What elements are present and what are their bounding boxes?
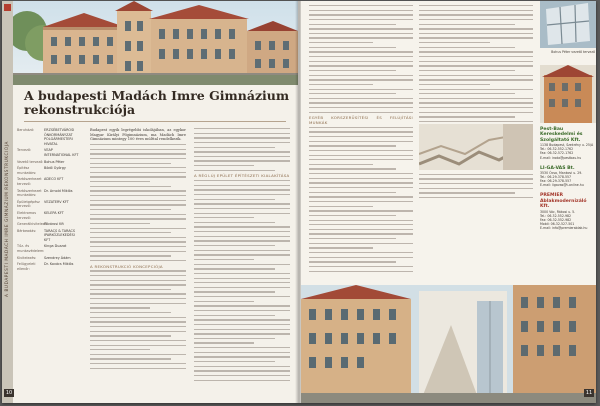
section-heading-renovation: EGYÉB KORSZERŰSÍTÉSI ÉS FELÚJÍTÁSI MUNKÁK	[309, 115, 413, 126]
body-text-line	[419, 70, 515, 71]
body-text-line	[90, 275, 186, 276]
company-contact-line: E-mail: ligavas@t-online.hu	[540, 183, 584, 188]
body-text-line	[419, 183, 533, 184]
company-entry	[540, 193, 594, 230]
stairwell-photo	[419, 124, 533, 170]
body-text-line	[194, 366, 290, 367]
body-text-line	[419, 61, 533, 62]
body-text-line	[90, 158, 186, 159]
body-text-line	[309, 47, 396, 48]
body-text-line	[419, 28, 533, 29]
info-row	[17, 166, 79, 175]
info-row	[17, 128, 79, 146]
info-row	[17, 189, 79, 198]
body-text-line	[90, 186, 171, 187]
side-band	[2, 1, 13, 403]
body-text-line	[194, 194, 290, 195]
body-text-line	[309, 102, 413, 103]
body-text-line	[90, 149, 186, 150]
body-text-line	[309, 215, 396, 216]
body-text-line	[194, 329, 290, 330]
body-text-line	[90, 190, 186, 191]
body-text-line	[90, 363, 186, 364]
body-text-line	[419, 84, 490, 85]
info-value: Kinga Duzzat	[44, 244, 67, 249]
body-text-line	[309, 98, 413, 99]
body-text-line	[419, 178, 533, 179]
body-text-line	[309, 224, 413, 225]
company-contact-line: E-mail: info@premierablak.hu	[540, 225, 588, 230]
company-name: PREMIER Ablakmodernizáló Kft.	[540, 193, 587, 210]
body-text-line	[309, 33, 413, 34]
info-value: Szendrey Ádám	[44, 255, 71, 260]
body-text-line	[90, 331, 186, 332]
company-contact-line: Fax: 06-32-552-982	[540, 217, 572, 222]
body-text-line	[90, 358, 171, 359]
company-contact-line: Mobil: 06-32-527-501	[540, 221, 575, 226]
body-text-line	[90, 241, 186, 242]
body-text-line	[309, 229, 413, 230]
building-exterior-photo	[301, 285, 596, 403]
body-text-line	[194, 156, 290, 157]
body-text-line	[309, 173, 413, 174]
body-text-line	[90, 303, 186, 304]
body-text-line	[309, 131, 413, 132]
body-text-line	[90, 195, 186, 196]
body-text-line	[419, 19, 533, 20]
body-text-line	[309, 252, 413, 253]
body-text-line	[309, 164, 373, 165]
body-text-line	[90, 307, 150, 308]
info-label: Épületgépész tervező:	[17, 199, 40, 209]
body-text-line	[309, 10, 413, 11]
body-text-line	[194, 259, 254, 260]
company-contact-line: Fax: 06-32-572-1762	[540, 151, 574, 156]
company-entry	[540, 127, 594, 160]
body-text-line	[194, 147, 275, 148]
school-building-photo	[13, 1, 298, 85]
photo-caption: Bohus Péter vezető tervező	[551, 50, 595, 54]
body-text-line	[194, 352, 290, 353]
info-value: Dr. Arnold Miklós	[44, 188, 73, 193]
info-row	[17, 229, 79, 243]
info-row	[17, 148, 79, 157]
window-detail-photo	[540, 1, 596, 48]
body-text-line	[309, 65, 413, 66]
info-row	[17, 177, 79, 186]
body-text-line	[309, 257, 413, 258]
body-text-line	[309, 196, 413, 197]
body-text-line	[309, 266, 413, 267]
body-text-line	[90, 232, 171, 233]
body-text-line	[90, 317, 186, 318]
info-row	[17, 222, 79, 227]
magazine-logo-icon	[4, 4, 11, 11]
body-text-line	[90, 345, 186, 346]
body-text-line	[194, 282, 290, 283]
info-value: VEZATERV KFT	[44, 199, 69, 204]
body-text-line	[194, 375, 290, 376]
body-text-line	[194, 301, 254, 302]
body-text-line	[90, 223, 150, 224]
info-value: TARACS & TARACS IPARKÖZLEKEDÉSI KFT	[44, 228, 76, 242]
body-text-line	[194, 213, 290, 214]
body-text-line	[309, 112, 413, 113]
body-text-line	[419, 192, 515, 193]
info-row	[17, 200, 79, 209]
body-text-line	[90, 181, 150, 182]
magazine-spread	[2, 1, 596, 403]
info-label: Beruházó:	[17, 128, 35, 132]
body-text-line	[90, 289, 171, 290]
body-text-line	[90, 326, 186, 327]
body-text-line	[419, 89, 533, 90]
body-text-line	[309, 271, 413, 272]
body-text-line	[309, 70, 396, 71]
company-contact-line: Tel.: 06-29-378-557	[540, 175, 572, 180]
info-value: ADECO KFT	[44, 177, 64, 182]
body-text-line	[309, 56, 413, 57]
body-text-line	[419, 102, 533, 103]
body-text-line	[309, 19, 413, 20]
info-row	[17, 256, 79, 261]
body-text-line	[90, 144, 186, 145]
body-text-line	[90, 354, 186, 355]
body-text-line	[194, 254, 290, 255]
body-text-line	[309, 206, 373, 207]
body-text-line	[309, 93, 396, 94]
company-contact-line: E-mail: iroda@pestbau.hu	[540, 155, 582, 160]
body-text-line	[90, 172, 186, 173]
body-text-line	[194, 305, 290, 306]
body-text-line	[90, 270, 186, 271]
left-text-column-1	[90, 128, 186, 396]
body-text-line	[194, 278, 290, 279]
company-entry	[540, 166, 594, 188]
body-text-line	[309, 42, 373, 43]
info-value: ERZSÉBETVÁROSI ÖNKORMÁNYZAT POLGÁRMESTERI HIVATAL	[44, 128, 75, 146]
body-text-line	[309, 37, 413, 38]
body-text-line	[194, 142, 290, 143]
body-text-line	[419, 51, 533, 52]
company-contact-line: 1138 Budapest, Szekrény u. 25/A	[540, 143, 594, 148]
company-contact-line: Tel.: 06-32-552-1762	[540, 147, 574, 152]
body-text-line	[90, 218, 186, 219]
body-text-line	[309, 182, 413, 183]
info-label: Felügyeleti ellenőr:	[17, 262, 36, 271]
info-label: Tervező:	[17, 148, 32, 153]
body-text-line	[419, 174, 533, 175]
body-text-line	[309, 28, 413, 29]
school-building-illustration	[13, 1, 298, 85]
info-value: VEAP INTERNATIONAL KFT	[44, 148, 79, 157]
body-text-line	[309, 24, 396, 25]
body-text-line	[90, 251, 186, 252]
body-text-line	[90, 260, 186, 261]
info-row	[17, 211, 79, 220]
right-page-number: 11	[585, 390, 593, 396]
body-text-line	[90, 246, 186, 247]
body-text-line	[194, 199, 275, 200]
body-text-line	[90, 228, 186, 229]
body-text-line	[194, 264, 290, 265]
body-text-line	[419, 24, 515, 25]
body-text-line	[419, 197, 533, 198]
info-row	[17, 262, 79, 271]
body-text-line	[194, 128, 290, 129]
body-text-line	[309, 127, 413, 128]
body-text-line	[194, 180, 290, 181]
body-text-line	[419, 37, 533, 38]
body-text-line	[419, 42, 490, 43]
body-text-line	[194, 315, 275, 316]
body-text-line	[90, 163, 171, 164]
body-text-line	[309, 79, 413, 80]
section-heading-architecture: A RÉGI-ÚJ EPÜLET ÉPÍTÉSZETI KIALAKÍTÁSA	[194, 173, 290, 179]
body-text-line	[90, 209, 171, 210]
company-contact-line: Tel.: 06-32-552-982	[540, 213, 572, 218]
body-text-line	[309, 89, 413, 90]
body-text-line	[419, 116, 515, 117]
body-text-line	[309, 155, 413, 156]
body-text-line	[90, 200, 186, 201]
body-text-line	[194, 240, 290, 241]
body-text-line	[90, 284, 186, 285]
body-text-line	[419, 93, 515, 94]
body-text-line	[419, 79, 533, 80]
company-contact-line: Fax: 06-29-378-557	[540, 179, 572, 184]
body-text-line	[90, 298, 186, 299]
body-text-line	[419, 107, 533, 108]
body-text-line	[194, 165, 254, 166]
body-text-line	[194, 185, 290, 186]
body-text-line	[90, 237, 186, 238]
body-text-line	[194, 319, 290, 320]
body-text-line	[90, 368, 186, 369]
body-text-line	[309, 178, 413, 179]
body-text-line	[194, 245, 275, 246]
company-contact-line: 3000 Vác, Rákosi u. 5.	[540, 209, 576, 214]
body-text-line	[419, 10, 533, 11]
body-text-line	[419, 75, 533, 76]
body-text-line	[309, 238, 396, 239]
body-text-line	[309, 150, 413, 151]
body-text-line	[309, 136, 413, 137]
body-text-line	[309, 51, 413, 52]
body-text-line	[90, 312, 171, 313]
body-text-line	[309, 107, 413, 108]
body-text-line	[194, 268, 275, 269]
body-text-line	[309, 14, 413, 15]
body-text-line	[309, 220, 413, 221]
left-text-column-2	[194, 128, 290, 396]
body-text-line	[90, 280, 186, 281]
body-text-line	[194, 380, 290, 381]
body-text-line	[90, 335, 171, 336]
body-text-line	[309, 145, 396, 146]
info-value: Dr. Kovács Miklós	[44, 262, 74, 267]
info-label: Tartószerkezet tervező:	[17, 177, 42, 186]
project-info-column	[17, 128, 79, 273]
body-text-line	[194, 222, 275, 223]
body-text-line	[194, 347, 290, 348]
info-value: Fővárosi Kft	[44, 222, 64, 227]
info-label: Elektromos tervező:	[17, 210, 37, 220]
body-text-line	[309, 5, 413, 6]
body-text-line	[194, 226, 290, 227]
body-text-line	[194, 231, 290, 232]
body-text-line	[194, 170, 275, 171]
body-text-line	[309, 192, 396, 193]
body-text-line	[90, 167, 186, 168]
body-text-line	[90, 214, 186, 215]
body-text-line	[90, 153, 186, 154]
body-text-line	[419, 14, 533, 15]
info-value: Bödő György	[44, 166, 66, 171]
body-text-line	[309, 61, 413, 62]
body-text-line	[194, 151, 290, 152]
body-text-line	[309, 84, 373, 85]
body-text-line	[194, 356, 290, 357]
body-text-line	[194, 189, 290, 190]
body-text-line	[419, 47, 515, 48]
info-label: Építész munkatárs:	[17, 166, 37, 175]
info-row	[17, 244, 79, 253]
right-text-column-1	[309, 5, 413, 281]
body-text-line	[194, 370, 290, 371]
body-text-line	[194, 203, 290, 204]
side-band-text: A BUDAPESTI MADÁCH IMRE GIMNÁZIUM REKONSTRUKCIÓJA	[4, 141, 9, 297]
body-text-line	[309, 243, 413, 244]
left-page-number: 10	[5, 390, 13, 396]
body-text-line	[194, 310, 290, 311]
body-text-line	[194, 324, 290, 325]
body-text-line	[194, 361, 275, 362]
info-label: Tűz- és munkavédelem:	[17, 244, 45, 254]
body-text-line	[309, 168, 396, 169]
body-text-line	[194, 296, 290, 297]
body-text-line	[90, 293, 186, 294]
body-text-line	[90, 255, 171, 256]
body-text-line	[90, 204, 186, 205]
body-text-line	[419, 33, 533, 34]
info-label: Vezető tervező:	[17, 159, 44, 164]
body-text-line	[194, 273, 290, 274]
body-text-line	[90, 340, 186, 341]
body-text-line	[309, 233, 413, 234]
body-text-line	[194, 250, 290, 251]
body-text-line	[194, 342, 254, 343]
info-label: Kivitelezés:	[17, 255, 37, 260]
info-label: Generálkivitelező:	[17, 222, 48, 227]
left-page	[2, 1, 298, 403]
body-text-line	[90, 349, 150, 350]
company-name: LI-GA-VAS Bt.	[540, 165, 575, 171]
body-text-line	[309, 159, 413, 160]
body-text-line	[194, 217, 254, 218]
body-text-line	[419, 188, 533, 189]
body-text-line	[309, 247, 373, 248]
body-text-line	[194, 137, 290, 138]
body-text-line	[194, 287, 290, 288]
body-text-line	[309, 201, 413, 202]
body-text-line	[419, 5, 533, 6]
body-text-line	[194, 291, 275, 292]
body-text-line	[419, 121, 533, 122]
info-value: Bohus Péter	[44, 159, 65, 164]
body-text-line	[419, 56, 533, 57]
body-text-line	[194, 133, 290, 134]
body-text-line	[194, 160, 290, 161]
title-divider	[24, 121, 286, 122]
body-text-line	[194, 236, 290, 237]
body-text-line	[90, 176, 186, 177]
body-text-line	[309, 187, 413, 188]
info-value: KELEPA KFT	[44, 210, 64, 215]
facade-corner-photo	[540, 65, 596, 123]
body-text-line	[309, 75, 413, 76]
right-page	[301, 1, 596, 403]
body-text-line	[419, 112, 533, 113]
body-text-line	[309, 210, 413, 211]
body-text-line	[419, 98, 533, 99]
company-listing	[540, 127, 594, 236]
body-text-line	[90, 321, 186, 322]
info-label: Tartószerkezet munkatárs:	[17, 188, 42, 198]
body-text-line	[309, 261, 396, 262]
body-text-line	[194, 338, 275, 339]
section-heading-concept: A REKONSTRUKCIÓ KONCEPCIÓJA	[90, 263, 163, 269]
intro-paragraph: Budapest egyik legrégebbi iskolájában, az egykor Magyar Királyi Főgimnázium, ma Madách Imre Gimnázium mintegy 100 éves múlttal rendelkezik.	[90, 128, 186, 142]
info-label: Bérbeadás:	[17, 228, 37, 233]
body-text-line	[309, 141, 413, 142]
body-text-line	[419, 65, 533, 66]
article-title: A budapesti Madách Imre Gimnázium rekonstrukciója	[24, 88, 290, 117]
body-text-line	[194, 333, 290, 334]
company-contact-line: 3530 Ócsa, Mankovi u. 29.	[540, 171, 583, 175]
body-text-line	[194, 208, 290, 209]
company-name: Pest-Bau Kereskedelmi és Szolgáltató Kft.	[540, 127, 583, 143]
info-row	[17, 160, 79, 165]
